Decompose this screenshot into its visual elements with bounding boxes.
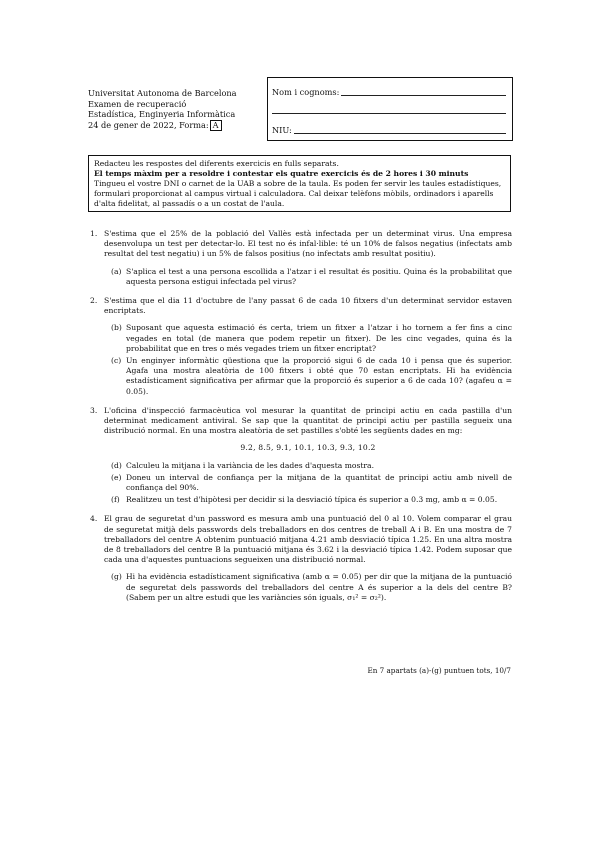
- question-text: S'estima que el 25% de la població del Vallès està infectada per un determinat virus. Una empresa desenvolupa un test per detectar-lo. El test no és infal·lible: té un 10% de falsos negatius (infectats amb resultat del test negatiu) i un 5% de falsos positius (no infectats amb resultat positiu).: [104, 229, 512, 259]
- part-mark: (f): [111, 495, 120, 505]
- niu-label: NIU:: [272, 125, 292, 135]
- question-number: 3.: [90, 405, 98, 415]
- question-text: S'estima que el dia 11 d'octubre de l'any passat 6 de cada 10 fitxers d'un determinat servidor estaven encriptats.: [104, 296, 512, 316]
- instructions-line-3: Tingueu el vostre DNI o carnet de la UAB a sobre de la taula. Es poden fer servir les taules estadístiques, formulari proporcionat al campus virtual i calculadora. Cal deixar telèfons mòbils, ordinadors i aparells d'alta fidelitat, al passadís o a un costat de l'aula.: [94, 179, 502, 208]
- question-text: El grau de seguretat d'un password es mesura amb una puntuació del 0 al 10. Volem comparar el grau de seguretat mitjà dels passwords dels treballadors en dos centres de treball A i B. En una mostra de 7 treballadors del centre A obtenim puntuació mitjana 4.21 amb desviació típica 1.25. En una altra mostra de 8 treballadors del centre B la puntuació mitjana és 3.62 i la desviació típica 1.42. Podem suposar que cada una d'aquestes puntuacions segueixen una distribució normal.: [104, 514, 512, 565]
- part-mark: (d): [111, 460, 122, 470]
- name-row: [272, 86, 506, 98]
- student-id-box: [267, 77, 513, 141]
- date-form-line: [88, 120, 268, 131]
- form-letter-box: A: [210, 120, 222, 131]
- part-text: Realitzeu un test d'hipòtesi per decidir si la desviació típica és superior a 0.3 mg, amb α = 0.05.: [126, 495, 498, 505]
- exam-header: [88, 88, 268, 131]
- instructions-line-1: Redacteu les respostes del diferents exercicis en fulls separats.: [94, 159, 339, 168]
- question-4: [88, 514, 512, 603]
- part-mark: (b): [111, 323, 122, 333]
- part-text: Un enginyer informàtic qüestiona que la proporció sigui 6 de cada 10 i pensa que és superior. Agafa una mostra aleatòria de 100 fitxers i obté que 70 estan encriptats. Hi ha evidència estadísticament significativa per afirmar que la proporció és superior a 6 de cada 10? (agafeu α = 0.05).: [126, 356, 512, 396]
- niu-underline[interactable]: [292, 133, 506, 134]
- scoring-note: En 7 apartats (a)-(g) puntuen tots, 10/7: [367, 666, 511, 675]
- sample-data: 9.2, 8.5, 9.1, 10.1, 10.3, 9.3, 10.2: [240, 443, 376, 453]
- question-part: [104, 267, 512, 287]
- subject-name: Estadística, Enginyeria Informàtica: [88, 109, 236, 120]
- question-number: 2.: [90, 296, 98, 306]
- part-text: Suposant que aquesta estimació és certa, triem un fitxer a l'atzar i ho tornem a fer fins a cinc vegades en total (de manera que podem repetir un fitxer). De les cinc vegades, quina és la probabilitat que en tres o més vegades triem un fitxer encriptat?: [126, 323, 512, 353]
- part-text: S'aplica el test a una persona escollida a l'atzar i el resultat és positiu. Quina és la probabilitat que aquesta persona estigui infectada pel virus?: [126, 266, 512, 286]
- question-3: [88, 406, 512, 506]
- question-text: L'oficina d'inspecció farmacèutica vol mesurar la quantitat de principi actiu en cada pastilla d'un determinat medicament antiviral. Se sap que la quantitat de principi actiu per pastilla segueix una distribució normal. En una mostra aleatòria de set pastilles s'obté les següents dades en mg:: [104, 405, 512, 436]
- question-part: [104, 323, 512, 354]
- question-part: [104, 356, 512, 397]
- niu-row: [272, 124, 506, 136]
- question-1: [88, 229, 512, 287]
- blank-underline[interactable]: [272, 113, 506, 114]
- name-underline[interactable]: [334, 95, 506, 96]
- part-mark: (e): [111, 472, 122, 482]
- university-name: Universitat Autonoma de Barcelona: [88, 88, 237, 98]
- question-number: 1.: [90, 229, 98, 238]
- question-part: [104, 495, 512, 505]
- part-text: Calculeu la mitjana i la variància de les dades d'aquesta mostra.: [126, 460, 374, 470]
- date-form-label: 24 de gener de 2022, Forma:: [88, 119, 209, 130]
- part-text: Hi ha evidència estadísticament significativa (amb α = 0.05) per dir que la mitjana de la puntuació de seguretat dels passwords del treballadors del centre A és superior a la dels del centre B? (Sabem per un altre estudi que les variàncies són iguals, σ₁² = σ₂²).: [126, 572, 512, 602]
- question-2: [88, 296, 512, 397]
- question-part: [104, 572, 512, 603]
- exam-title: Examen de recuperació: [88, 98, 187, 109]
- name-label: Nom i cognoms:: [272, 87, 340, 97]
- instructions-box: [88, 155, 511, 212]
- part-text: Doneu un interval de confiança per la mitjana de la quantitat de principi actiu amb nivell de confiança del 90%.: [126, 472, 512, 493]
- question-part: [104, 473, 512, 493]
- time-limit-notice: El temps màxim per a resoldre i contestar els quatre exercicis és de 2 hores i 30 minuts: [94, 169, 469, 178]
- part-mark: (g): [111, 572, 122, 582]
- part-mark: (c): [111, 356, 122, 366]
- part-mark: (a): [111, 266, 122, 276]
- question-number: 4.: [90, 514, 98, 524]
- blank-row: [272, 104, 506, 116]
- question-part: [104, 461, 512, 471]
- questions-list: [88, 229, 512, 612]
